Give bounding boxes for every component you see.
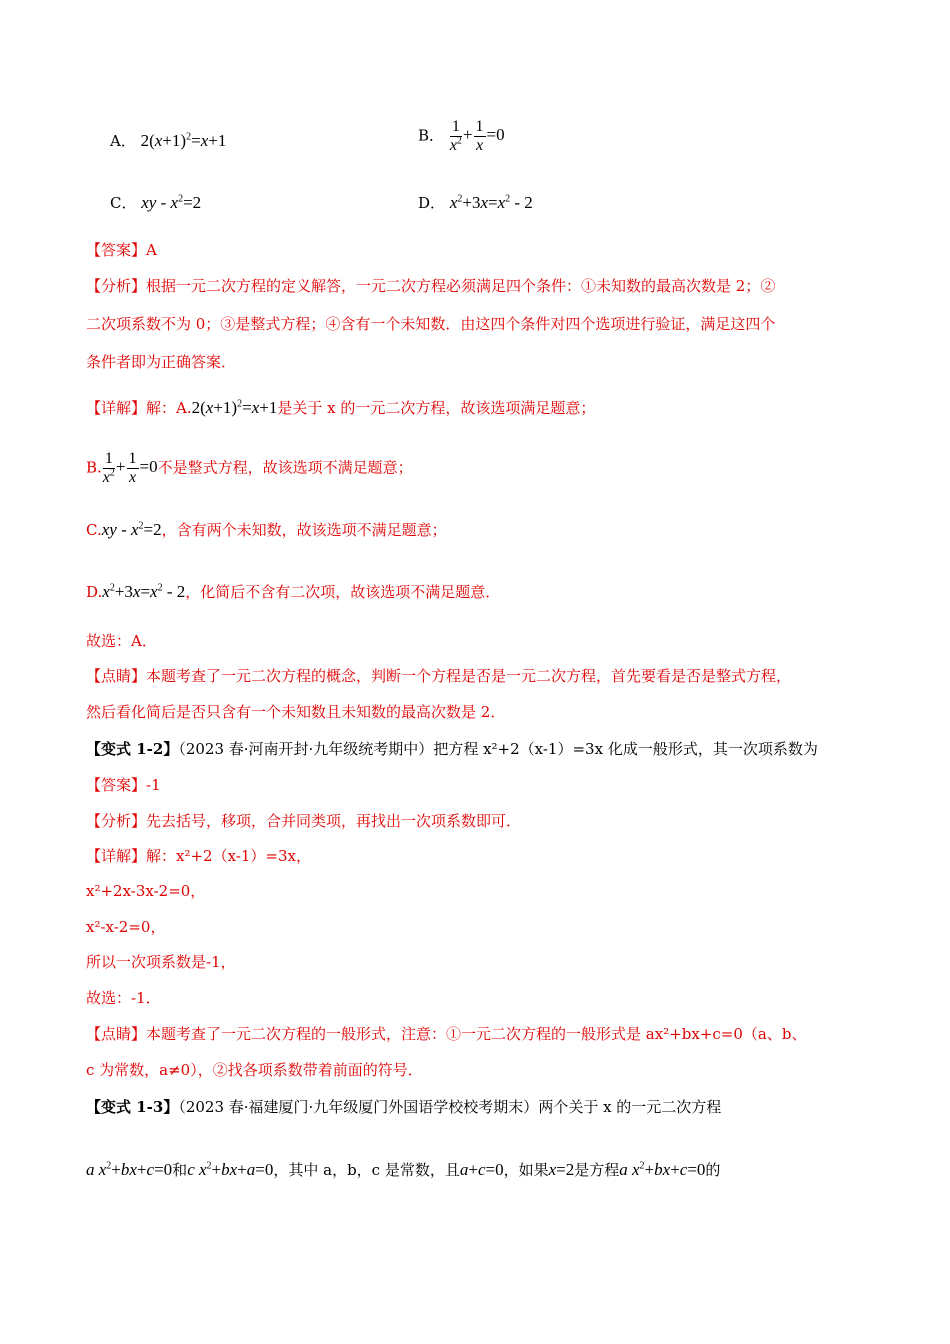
- q1-detail-b: [86, 450, 413, 487]
- q1-detail-a: [86, 398, 595, 418]
- detail-c-prefix: C.: [86, 521, 102, 539]
- q3-mid: ，其中 a，b，c 是常数，且: [273, 1161, 460, 1179]
- comment-tag: 【点睛】: [86, 667, 147, 685]
- q1-analysis-line2: 二次项系数不为 0；③是整式方程；④含有一个未知数．由这四个条件对四个选项进行验证，满足这四个: [86, 315, 776, 333]
- q1-detail-d: [86, 582, 500, 602]
- detail-d-prefix: D.: [86, 583, 103, 601]
- comment-tag: 【点睛】: [86, 1025, 147, 1043]
- q1-detail-c: [86, 520, 447, 540]
- q2-answer: 【答案】-1: [86, 776, 161, 794]
- detail-d-equation: $x^2+3x=x^2 - 2$: [102, 582, 186, 601]
- option-d: [418, 192, 533, 213]
- detail-d-suffix: ，化简后不含有二次项，故该选项不满足题意．: [185, 583, 501, 601]
- option-c-label: C．: [110, 194, 137, 212]
- option-b: [418, 118, 505, 155]
- q3-source: （2023 春·福建厦门·九年级厦门外国语学校校考期末）: [178, 1098, 539, 1116]
- q1-analysis-line1: [86, 276, 775, 296]
- q3-mid2: ，如果: [503, 1161, 549, 1179]
- q3-tail: 的: [705, 1161, 721, 1179]
- q1-analysis-line3: 条件者即为正确答案．: [86, 353, 237, 371]
- q2-step4: 所以一次项系数是-1，: [86, 953, 236, 971]
- q3-equation-3: a $x^2+bx+c=0$: [619, 1160, 706, 1179]
- q2-text: 把方程 x²+2（x-1）=3x 化成一般形式，其一次项系数为: [433, 740, 818, 758]
- q3-condition: a+c=0: [459, 1160, 504, 1179]
- q2-source: （2023 春·河南开封·九年级统考期中）: [178, 740, 434, 758]
- detail-c-suffix: ，含有两个未知数，故该选项不满足题意；: [161, 521, 447, 539]
- q2-step1: [86, 846, 311, 866]
- q1-choose: 故选：A．: [86, 632, 157, 650]
- option-a-equation: $2(x+1)^2=x+1$: [140, 131, 227, 150]
- option-c: [110, 192, 201, 213]
- detail-tag: 【详解】: [86, 847, 147, 865]
- detail-tag: 【详解】: [86, 399, 147, 417]
- detail-b-suffix: 不是整式方程，故该选项不满足题意；: [157, 458, 413, 477]
- comment-text: 本题考查了一元二次方程的概念，判断一个方程是否是一元二次方程，首先要看是否是整式方程，: [146, 667, 792, 685]
- analysis-text: 根据一元二次方程的定义解答，一元二次方程必须满足四个条件：①未知数的最高次数是 2；②: [146, 277, 776, 295]
- detail-a-equation: $2(x+1)^2=x+1$: [191, 398, 278, 417]
- analysis-text: 先去括号，移项，合并同类项，再找出一次项系数即可．: [146, 812, 522, 830]
- step-text: 解：x²+2（x-1）=3x，: [146, 847, 311, 865]
- option-a: [110, 130, 226, 151]
- option-b-label: B．: [418, 126, 445, 145]
- q3-equation-2: c $x^2+bx+a=0$: [187, 1160, 274, 1179]
- q2-comment-line1: [86, 1024, 806, 1044]
- q3-root: x=2: [548, 1160, 575, 1179]
- q2-step2: x²+2x-3x-2=0，: [86, 882, 206, 900]
- option-a-label: A．: [110, 132, 136, 150]
- detail-c-equation: xy - $x^2=2$: [101, 520, 162, 539]
- option-d-label: D．: [418, 194, 446, 212]
- q3-and: 和: [172, 1161, 188, 1179]
- q3-tag: 【变式 1-3】: [86, 1098, 179, 1116]
- analysis-tag: 【分析】: [86, 812, 147, 830]
- option-d-equation: $x^2+3x=x^2 - 2$: [449, 193, 533, 212]
- analysis-tag: 【分析】: [86, 277, 147, 295]
- q2-step3: x²-x-2=0，: [86, 918, 166, 936]
- q3-mid3: 是方程: [574, 1161, 620, 1179]
- q3-text: 两个关于 x 的一元二次方程: [538, 1098, 722, 1116]
- q3-question-line1: [86, 1097, 721, 1117]
- q2-tag: 【变式 1-2】: [86, 740, 179, 758]
- comment-text: 本题考查了一元二次方程的一般形式，注意：①一元二次方程的一般形式是 ax²+bx+c=0（a、b、: [146, 1025, 807, 1043]
- detail-a-prefix: 解：A.: [146, 399, 192, 417]
- q1-comment-line1: [86, 666, 791, 686]
- detail-a-suffix: 是关于 x 的一元二次方程，故该选项满足题意；: [277, 399, 596, 417]
- q1-answer: 【答案】A: [86, 241, 157, 259]
- option-c-equation: xy - $x^2=2$: [141, 193, 202, 212]
- q3-equation-1: a $x^2+bx+c=0$: [86, 1160, 173, 1179]
- q3-question-line2: [86, 1160, 720, 1180]
- q2-question: [86, 739, 818, 759]
- detail-b-prefix: B.: [86, 458, 102, 477]
- q2-choose: 故选：-1．: [86, 989, 161, 1007]
- option-b-equation: $\frac{1}{x^2}$ + $\frac{1}{x}$ =0: [449, 118, 505, 154]
- q1-comment-line2: 然后看化简后是否只含有一个未知数且未知数的最高次数是 2．: [86, 703, 506, 721]
- detail-b-equation: $\frac{1}{x^2}$ + $\frac{1}{x}$ =0: [102, 450, 158, 486]
- q2-analysis: [86, 811, 521, 831]
- q2-comment-line2: c 为常数，a≠0），②找各项系数带着前面的符号．: [86, 1061, 423, 1079]
